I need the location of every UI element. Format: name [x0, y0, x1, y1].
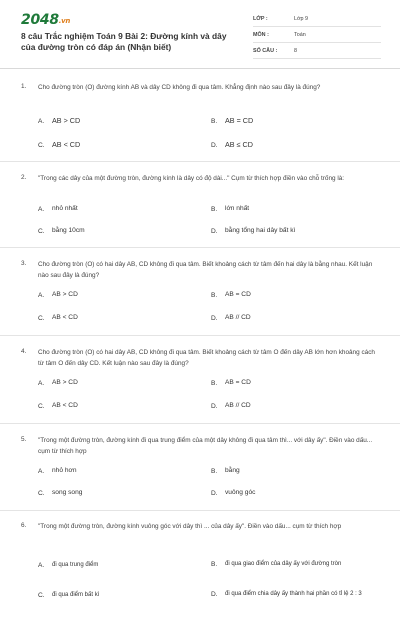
option-text: AB > CD: [52, 291, 78, 298]
option-letter: B.: [211, 291, 218, 299]
option-letter: A.: [38, 117, 45, 125]
question-text: "Trong một đường tròn, đường kính vuông góc với dây thì ... của dây ấy". Điền vào dấu... cụm từ thích hợp: [38, 523, 342, 530]
question-stem: [21, 348, 381, 369]
option-letter: A.: [38, 467, 45, 475]
option-letter: C.: [38, 402, 45, 410]
question-list: [0, 69, 400, 621]
option-b[interactable]: [211, 204, 375, 214]
option-text: nhỏ nhất: [52, 205, 78, 212]
option-letter: A.: [38, 561, 45, 569]
option-letter: B.: [211, 467, 218, 475]
option-d[interactable]: [211, 140, 375, 150]
option-letter: D.: [211, 489, 218, 497]
meta-label: SỐ CÂU :: [253, 48, 278, 54]
question-text: Cho đường tròn (O) có hai dây AB, CD không đi qua tâm. Biết khoảng cách từ tâm O đến dây AB lớn hơn khoảng cách từ tâm O đến dây CD. Kết luận nào sau đây là đúng?: [38, 349, 375, 367]
question-item: [0, 336, 400, 424]
option-letter: D.: [211, 402, 218, 410]
option-d[interactable]: [211, 401, 375, 411]
question-number: 1.: [21, 83, 27, 90]
logo-number: 2048: [21, 12, 59, 28]
option-b[interactable]: [211, 466, 375, 476]
option-letter: B.: [211, 560, 218, 568]
question-text: "Trong các dây của một đường tròn, đường kính là dây có độ dài..." Cụm từ thích hợp điền vào chỗ trống là:: [38, 175, 345, 182]
option-c[interactable]: [38, 585, 202, 605]
option-text: AB < CD: [52, 140, 81, 149]
question-number: 5.: [21, 436, 27, 443]
option-text: AB = CD: [225, 116, 254, 125]
option-text: AB > CD: [52, 116, 81, 125]
question-stem: [21, 174, 381, 185]
option-text: AB = CD: [225, 291, 251, 298]
option-text: AB < CD: [52, 402, 78, 409]
question-stem: [21, 260, 381, 281]
option-b[interactable]: [211, 552, 373, 576]
worksheet-header: [0, 0, 400, 69]
option-text: đi qua trung điểm: [52, 562, 99, 568]
meta-row-class: [253, 13, 381, 27]
option-c[interactable]: [38, 226, 202, 236]
question-item: [0, 511, 400, 621]
question-number: 4.: [21, 348, 27, 355]
option-letter: A.: [38, 205, 45, 213]
option-b[interactable]: [211, 290, 375, 300]
option-letter: A.: [38, 379, 45, 387]
question-text: Cho đường tròn (O) có hai dây AB, CD không đi qua tâm. Biết khoảng cách từ tâm đến hai dây là bằng nhau. Kết luận nào sau đây là đúng?: [38, 261, 373, 279]
option-text: AB > CD: [52, 379, 78, 386]
option-letter: B.: [211, 117, 218, 125]
option-c[interactable]: [38, 488, 202, 498]
option-d[interactable]: [211, 313, 375, 323]
meta-label: LỚP :: [253, 16, 268, 22]
meta-row-subject: [253, 29, 381, 43]
option-letter: B.: [211, 379, 218, 387]
option-d[interactable]: [211, 488, 375, 498]
question-text: Cho đường tròn (O) đường kính AB và dây CD không đi qua tâm. Khẳng định nào sau đây là đúng?: [38, 84, 321, 91]
option-c[interactable]: [38, 313, 202, 323]
option-text: AB // CD: [225, 402, 251, 409]
meta-table: [253, 13, 381, 61]
question-number: 6.: [21, 522, 27, 529]
option-text: AB = CD: [225, 379, 251, 386]
option-letter: C.: [38, 141, 45, 149]
meta-label: MÔN :: [253, 32, 269, 38]
option-text: đi qua điểm bất kì: [52, 592, 100, 598]
option-a[interactable]: [38, 466, 202, 476]
option-text: đi qua giao điểm của dây ấy với đường tròn: [225, 561, 342, 567]
option-text: bằng 10cm: [52, 227, 85, 234]
option-a[interactable]: [38, 116, 202, 126]
option-d[interactable]: [211, 582, 375, 606]
question-stem: [21, 436, 381, 457]
question-text: "Trong một đường tròn, đường kính đi qua trung điểm của một dây không đi qua tâm thì... với dây ấy". Điền vào dấu... cụm từ thích hợp: [38, 437, 373, 455]
meta-value: 8: [294, 48, 297, 54]
option-d[interactable]: [211, 226, 375, 236]
meta-value: Toán: [294, 32, 306, 38]
option-letter: D.: [211, 314, 218, 322]
option-letter: C.: [38, 489, 45, 497]
option-a[interactable]: [38, 555, 202, 575]
meta-value: Lớp 9: [294, 16, 309, 22]
option-text: đi qua điểm chia dây ấy thành hai phần có tỉ lệ 2 : 3: [225, 591, 362, 597]
option-text: nhỏ hơn: [52, 467, 77, 474]
option-a[interactable]: [38, 290, 202, 300]
option-b[interactable]: [211, 116, 375, 126]
option-text: AB < CD: [52, 314, 78, 321]
option-letter: D.: [211, 227, 218, 235]
option-b[interactable]: [211, 378, 375, 388]
option-text: bằng: [225, 467, 240, 474]
logo-domain: .vn: [58, 17, 71, 25]
option-c[interactable]: [38, 140, 202, 150]
option-c[interactable]: [38, 401, 202, 411]
question-item: [0, 162, 400, 248]
question-item: [0, 424, 400, 511]
question-stem: [21, 83, 381, 94]
option-letter: B.: [211, 205, 218, 213]
question-number: 3.: [21, 260, 27, 267]
document-title: 8 câu Trắc nghiệm Toán 9 Bài 2: Đường kính và dây của đường tròn có đáp án (Nhận biết): [21, 31, 227, 52]
option-text: bằng tổng hai dây bất kì: [225, 227, 296, 234]
meta-row-count: [253, 45, 381, 59]
option-a[interactable]: [38, 204, 202, 214]
option-letter: C.: [38, 591, 45, 599]
option-text: lớn nhất: [225, 205, 250, 212]
question-stem: [21, 522, 381, 533]
option-text: AB // CD: [225, 314, 251, 321]
option-a[interactable]: [38, 378, 202, 388]
option-text: song song: [52, 489, 83, 496]
question-item: [0, 69, 400, 162]
question-number: 2.: [21, 174, 27, 181]
question-item: [0, 248, 400, 336]
site-logo[interactable]: [21, 12, 70, 28]
option-text: vuông góc: [225, 489, 256, 496]
option-letter: D.: [211, 141, 218, 149]
option-letter: A.: [38, 291, 45, 299]
option-letter: C.: [38, 227, 45, 235]
option-letter: D.: [211, 590, 218, 598]
option-letter: C.: [38, 314, 45, 322]
option-text: AB ≤ CD: [225, 140, 253, 149]
